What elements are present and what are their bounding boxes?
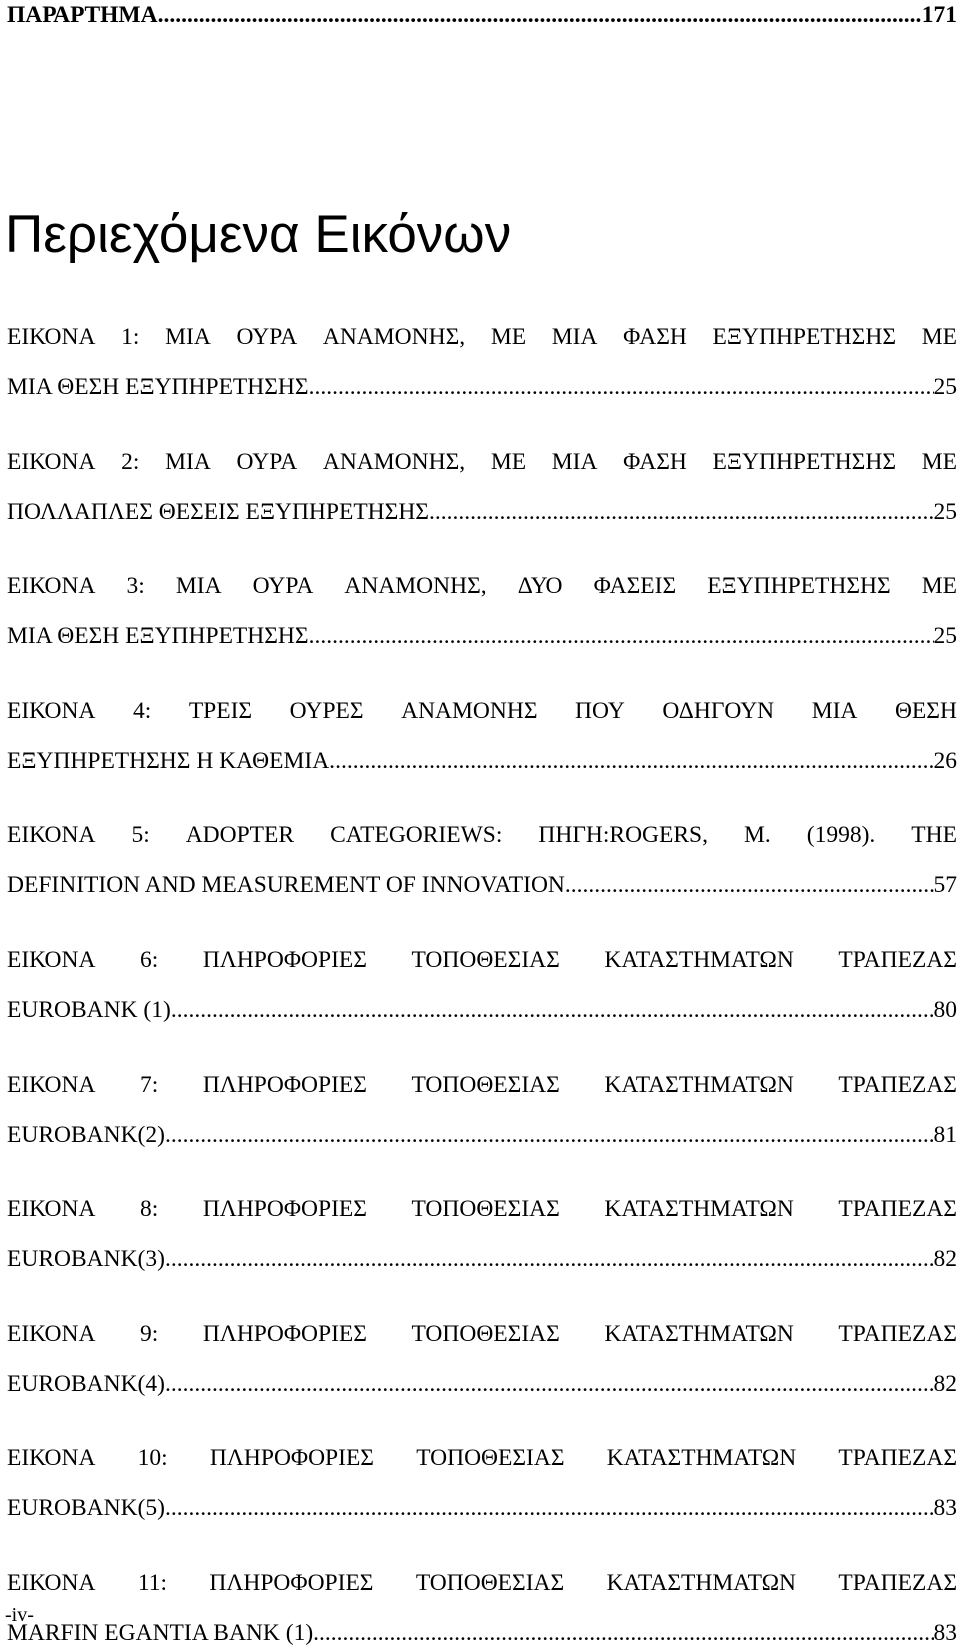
caption-word: ΑΝΑΜΟΝΗΣ: [401, 697, 538, 724]
caption-word: ΕΞΥΠΗΡΕΤΗΣΗΣ: [707, 573, 891, 600]
caption-continuation: EUROBANK(5).: [7, 1495, 171, 1522]
caption-word: ΕΞΥΠΗΡΕΤΗΣΗΣ: [712, 324, 897, 350]
caption-word: ΟΥΡΑ: [236, 448, 298, 475]
caption-word: ΕΙΚΟΝΑ: [7, 1445, 96, 1472]
toc-entry-caption-line2: [7, 1493, 957, 1523]
dot-leader: [319, 1618, 933, 1648]
toc-entry-page: 83: [933, 1620, 957, 1646]
caption-word: ΕΞΥΠΗΡΕΤΗΣΗΣ: [712, 448, 897, 475]
caption-continuation: ΜΙΑ ΘΕΣΗ ΕΞΥΠΗΡΕΤΗΣΗΣ.: [7, 374, 315, 400]
toc-entry-caption-line2: [7, 621, 957, 651]
caption-word: ΤΡΑΠΕΖΑΣ: [838, 1320, 957, 1347]
caption-word: ΘΕΣΗ: [894, 697, 957, 724]
caption-word: 4:: [133, 697, 152, 724]
caption-word: ΑΝΑΜΟΝΗΣ,: [344, 573, 487, 600]
caption-word: ΤΟΠΟΘΕΣΙΑΣ: [416, 1445, 565, 1472]
caption-word: ΜΕ: [490, 448, 527, 475]
caption-continuation: MARFIN EGANTIA BANK (1).: [7, 1620, 320, 1646]
caption-word: ΟΥΡΑ: [252, 573, 314, 600]
dot-leader: [177, 995, 934, 1025]
caption-word: ΜΙΑ: [165, 448, 211, 475]
caption-word: ΕΙΚΟΝΑ: [7, 1570, 96, 1596]
caption-word: ΤΡΑΠΕΖΑΣ: [838, 1570, 957, 1596]
caption-word: 1:: [121, 324, 140, 350]
dot-leader: [435, 497, 934, 527]
caption-word: M.: [743, 822, 771, 849]
caption-word: ΤΟΠΟΘΕΣΙΑΣ: [411, 1320, 560, 1347]
caption-word: ΠΗΓΗ:ROGERS,: [538, 822, 708, 849]
caption-word: ΚΑΤΑΣΤΗΜΑΤΩΝ: [604, 947, 794, 973]
caption-word: ΦΑΣΕΙΣ: [593, 573, 677, 600]
toc-entry-figure-5[interactable]: [7, 820, 957, 900]
caption-word: ΜΙΑ: [551, 324, 598, 350]
page-number-footer: -iv-: [5, 1604, 34, 1626]
toc-entry-caption-line2: [7, 746, 957, 776]
toc-entry-figure-10[interactable]: [7, 1443, 957, 1523]
caption-continuation: ΜΙΑ ΘΕΣΗ ΕΞΥΠΗΡΕΤΗΣΗΣ.: [7, 623, 315, 650]
caption-word: ΕΙΚΟΝΑ: [7, 822, 96, 849]
toc-entry-caption-line2: [7, 497, 957, 527]
toc-entry-page: 25: [933, 498, 957, 525]
caption-continuation: ΕΞΥΠΗΡΕΤΗΣΗΣ Η ΚΑΘΕΜΙΑ.: [7, 747, 336, 774]
toc-entry-page: 81: [933, 1121, 957, 1148]
toc-entry-figure-1[interactable]: [7, 322, 957, 402]
caption-word: ΚΑΤΑΣΤΗΜΑΤΩΝ: [606, 1445, 797, 1472]
caption-word: ΟΥΡΑ: [236, 324, 298, 350]
toc-entry-figure-7[interactable]: [7, 1070, 957, 1150]
toc-entry-page: 57: [933, 872, 957, 899]
caption-word: ΑΝΑΜΟΝΗΣ,: [322, 324, 466, 350]
caption-word: ADOPTER: [185, 822, 295, 849]
toc-entry-page: 80: [933, 997, 957, 1023]
caption-word: 10:: [137, 1445, 168, 1472]
caption-word: ΜΕ: [921, 448, 957, 475]
toc-entry-caption-line1: [7, 447, 957, 477]
toc-entry-page: 83: [933, 1495, 957, 1522]
caption-word: (1998).: [806, 822, 876, 849]
caption-word: ΠΛΗΡΟΦΟΡΙΕΣ: [202, 1071, 367, 1098]
caption-word: ΚΑΤΑΣΤΗΜΑΤΩΝ: [604, 1320, 794, 1347]
toc-entry-figure-9[interactable]: [7, 1319, 957, 1399]
caption-word: ΠΛΗΡΟΦΟΡΙΕΣ: [202, 1320, 367, 1347]
caption-word: ΕΙΚΟΝΑ: [7, 573, 96, 600]
caption-word: 11:: [137, 1570, 167, 1596]
toc-entry-caption-line2: [7, 1369, 957, 1399]
caption-word: 2:: [121, 448, 140, 475]
toc-entry-caption-line2: [7, 995, 957, 1025]
caption-word: ΜΙΑ: [811, 697, 858, 724]
toc-entry-caption-line2: [7, 372, 957, 402]
caption-word: ΠΛΗΡΟΦΟΡΙΕΣ: [202, 1196, 367, 1223]
toc-entry-figure-2[interactable]: [7, 447, 957, 527]
toc-entry-figure-8[interactable]: [7, 1194, 957, 1274]
caption-continuation: EUROBANK(3).: [7, 1246, 171, 1273]
toc-entry-page: 25: [933, 374, 957, 400]
page-title: Περιεχόμενα Εικόνων: [5, 205, 512, 264]
caption-continuation: EUROBANK(4).: [7, 1370, 171, 1397]
toc-entry-figure-11[interactable]: [7, 1568, 957, 1648]
caption-word: ΠΛΗΡΟΦΟΡΙΕΣ: [209, 1445, 374, 1472]
toc-entry-caption-line1: [7, 571, 957, 601]
caption-word: ΚΑΤΑΣΤΗΜΑΤΩΝ: [604, 1196, 794, 1223]
caption-word: 7:: [140, 1071, 159, 1098]
caption-word: CATEGORIEWS:: [330, 822, 503, 849]
caption-word: ΜΕ: [921, 573, 957, 600]
caption-word: ΜΙΑ: [175, 573, 222, 600]
caption-word: ΤΡΑΠΕΖΑΣ: [838, 947, 957, 973]
toc-entry-caption-line1: [7, 696, 957, 726]
caption-word: 9:: [140, 1320, 159, 1347]
dot-leader: [335, 746, 933, 776]
toc-entry-figure-3[interactable]: [7, 571, 957, 651]
toc-entry-page: 26: [933, 747, 957, 774]
caption-word: ΤΡΑΠΕΖΑΣ: [838, 1445, 957, 1472]
caption-word: 6:: [140, 947, 159, 973]
caption-word: ΦΑΣΗ: [623, 324, 687, 350]
toc-entry-caption-line2: [7, 870, 957, 900]
toc-entry-caption-line1: [7, 1443, 957, 1473]
caption-word: ΔΥΟ: [517, 573, 563, 600]
dot-leader: [171, 1493, 934, 1523]
toc-entry-caption-line1: [7, 820, 957, 850]
caption-word: ΜΕ: [490, 324, 527, 350]
caption-continuation: DEFINITION AND MEASUREMENT OF INNOVATION: [7, 872, 565, 899]
toc-entry-figure-4[interactable]: [7, 696, 957, 776]
caption-word: ΜΙΑ: [165, 324, 211, 350]
caption-word: ΕΙΚΟΝΑ: [7, 697, 96, 724]
dot-leader: [165, 1120, 934, 1150]
toc-entry-page: 82: [933, 1370, 957, 1397]
caption-word: ΟΔΗΓΟΥΝ: [662, 697, 775, 724]
toc-entry-caption-line1: [7, 1319, 957, 1349]
caption-word: 8:: [140, 1196, 159, 1223]
caption-word: ΤΟΠΟΘΕΣΙΑΣ: [411, 1071, 560, 1098]
caption-word: ΚΑΤΑΣΤΗΜΑΤΩΝ: [606, 1570, 797, 1596]
toc-entry-title: ΠΑΡΑΡΤΗΜΑ: [7, 2, 158, 28]
caption-word: ΜΕ: [921, 324, 957, 350]
caption-word: ΤΟΠΟΘΕΣΙΑΣ: [411, 1196, 560, 1223]
toc-entry-caption-line2: [7, 1618, 957, 1648]
dot-leader: [314, 621, 933, 651]
caption-word: ΠΛΗΡΟΦΟΡΙΕΣ: [202, 947, 367, 973]
caption-word: ΕΙΚΟΝΑ: [7, 1071, 96, 1098]
toc-entry-caption-line1: [7, 1568, 957, 1598]
caption-word: ΑΝΑΜΟΝΗΣ,: [322, 448, 466, 475]
toc-entry-caption-line1: [7, 1194, 957, 1224]
caption-word: ΜΙΑ: [551, 448, 598, 475]
caption-word: ΚΑΤΑΣΤΗΜΑΤΩΝ: [604, 1071, 794, 1098]
dot-leader: [314, 372, 933, 402]
toc-entry-caption-line1: [7, 945, 957, 975]
caption-word: ΠΟΥ: [575, 697, 625, 724]
caption-word: ΤΟΠΟΘΕΣΙΑΣ: [411, 947, 560, 973]
caption-continuation: ΠΟΛΛΑΠΛΕΣ ΘΕΣΕΙΣ ΕΞΥΠΗΡΕΤΗΣΗΣ.: [7, 498, 435, 525]
toc-entry-caption-line1: [7, 1070, 957, 1100]
toc-entry-figure-6[interactable]: [7, 945, 957, 1025]
caption-word: 5:: [131, 822, 150, 849]
dot-leader: [171, 1244, 934, 1274]
caption-word: ΦΑΣΗ: [623, 448, 687, 475]
caption-word: ΤΡΑΠΕΖΑΣ: [838, 1196, 957, 1223]
caption-word: ΕΙΚΟΝΑ: [7, 448, 96, 475]
caption-word: ΤΡΕΙΣ: [188, 697, 253, 724]
toc-entry-page: 82: [933, 1246, 957, 1273]
dot-leader: [158, 0, 922, 30]
toc-entry-page: 171: [921, 2, 957, 28]
caption-continuation: EUROBANK (1).: [7, 997, 177, 1023]
caption-word: THE: [911, 822, 957, 849]
caption-word: ΕΙΚΟΝΑ: [7, 1320, 96, 1347]
toc-entry-caption-line2: [7, 1120, 957, 1150]
dot-leader: [565, 870, 934, 900]
toc-entry-appendix[interactable]: [7, 0, 957, 30]
caption-continuation: EUROBANK(2): [7, 1121, 165, 1148]
caption-word: ΕΙΚΟΝΑ: [7, 324, 96, 350]
toc-entry-caption-line2: [7, 1244, 957, 1274]
caption-word: ΠΛΗΡΟΦΟΡΙΕΣ: [209, 1570, 374, 1596]
caption-word: 3:: [126, 573, 145, 600]
caption-word: ΟΥΡΕΣ: [289, 697, 364, 724]
caption-word: ΤΟΠΟΘΕΣΙΑΣ: [415, 1570, 565, 1596]
dot-leader: [171, 1369, 934, 1399]
caption-word: ΕΙΚΟΝΑ: [7, 1196, 96, 1223]
toc-entry-page: 25: [933, 623, 957, 650]
caption-word: ΕΙΚΟΝΑ: [7, 947, 96, 973]
caption-word: ΤΡΑΠΕΖΑΣ: [838, 1071, 957, 1098]
toc-entry-caption-line1: [7, 322, 957, 352]
